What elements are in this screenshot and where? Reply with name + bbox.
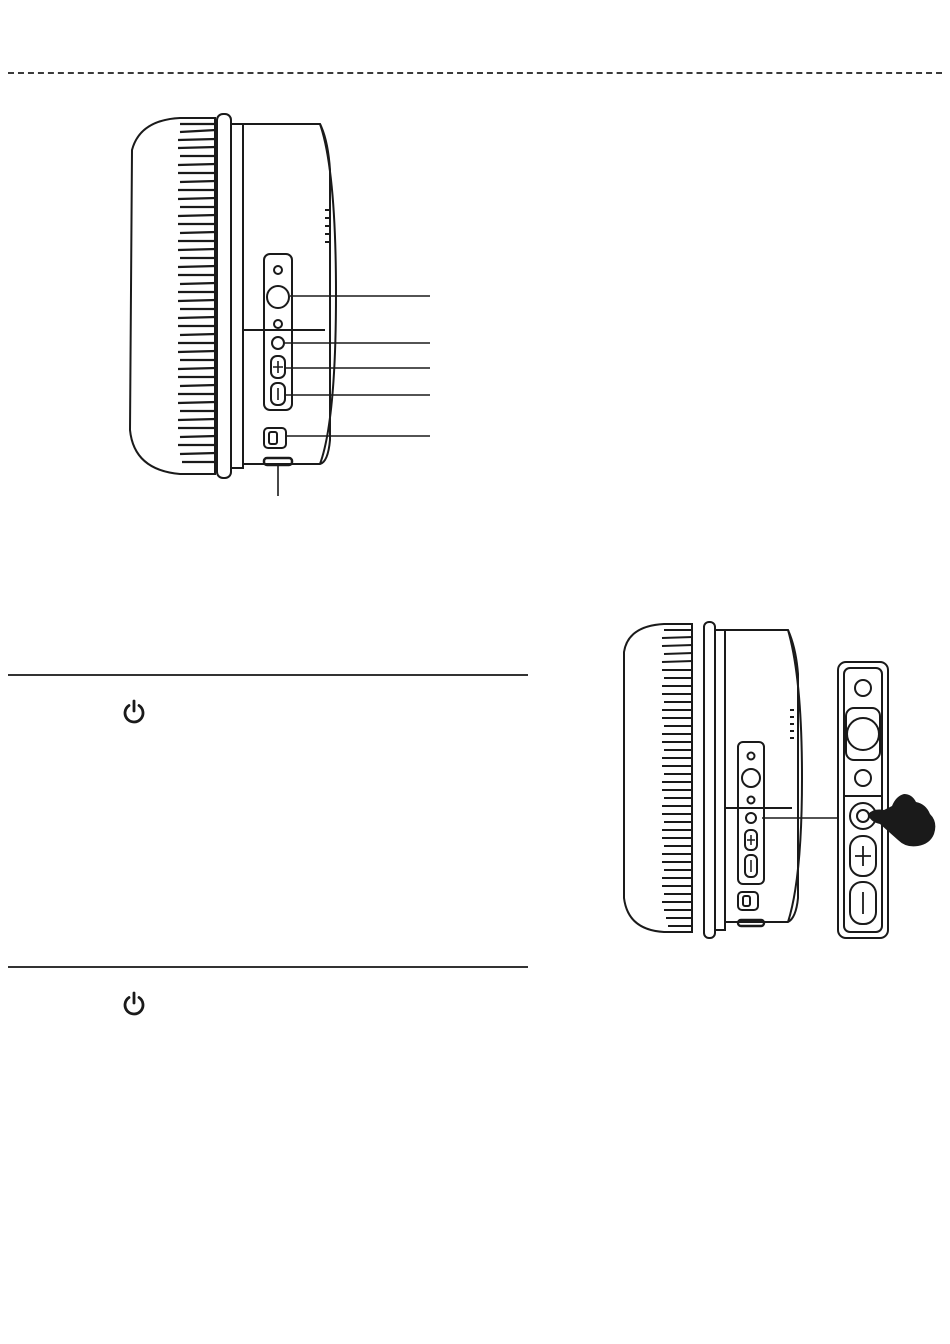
earcup-housing xyxy=(725,630,798,922)
section-1-rule xyxy=(8,674,528,676)
earcup-housing xyxy=(243,124,330,464)
ear-cushion xyxy=(130,118,215,474)
callout-lines xyxy=(278,296,430,496)
charging-port xyxy=(264,458,292,465)
power-icon xyxy=(120,990,148,1018)
header-dashed-rule xyxy=(8,72,942,74)
earcup-button-detail-figure xyxy=(616,618,942,942)
multifunction-button xyxy=(267,286,289,308)
press-hand-icon xyxy=(868,794,935,846)
cushion-ridges xyxy=(662,630,693,926)
section-2-rule xyxy=(8,966,528,968)
power-icon xyxy=(120,698,148,726)
cushion-ridges xyxy=(178,124,216,462)
center-button xyxy=(272,337,284,349)
earcup-side-view-figure xyxy=(120,110,440,510)
button-panel xyxy=(264,254,292,410)
